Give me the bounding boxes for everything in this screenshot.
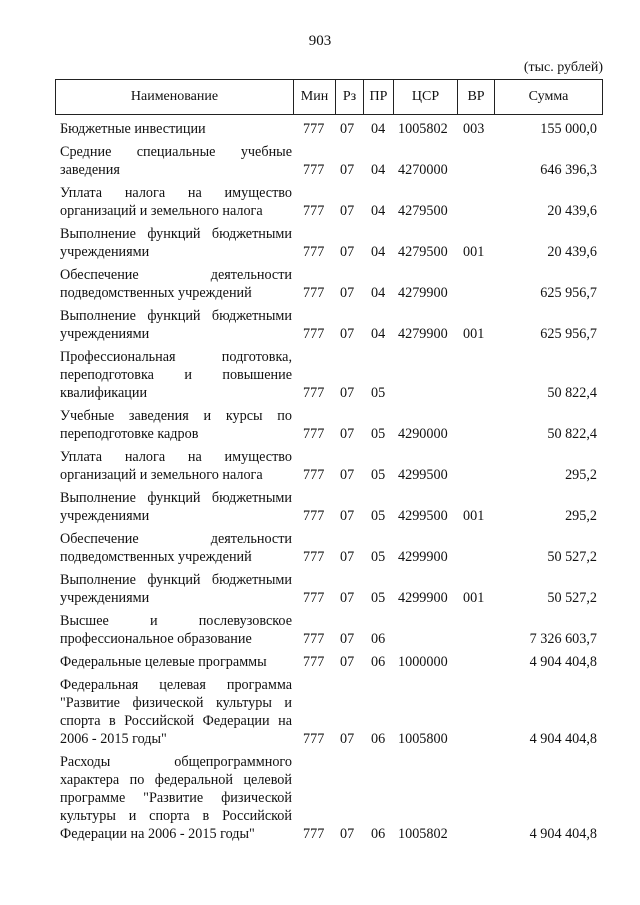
- cell-pr: 05: [371, 385, 386, 401]
- cell-sum: 4 904 404,8: [529, 731, 597, 747]
- cell-sum: 625 956,7: [540, 326, 597, 342]
- cell-min: 777: [303, 590, 325, 606]
- table-row: [55, 223, 603, 264]
- header-pr: ПР: [363, 80, 393, 114]
- cell-rz: 07: [340, 121, 355, 137]
- cell-csr: 4299900: [398, 590, 448, 606]
- cell-pr: 06: [371, 826, 386, 842]
- cell-sum: 625 956,7: [540, 285, 597, 301]
- cell-min: 777: [303, 285, 325, 301]
- cell-rz: 07: [340, 590, 355, 606]
- cell-vr: 001: [463, 244, 485, 260]
- cell-rz: 07: [340, 731, 355, 747]
- cell-rz: 07: [340, 426, 355, 442]
- cell-min: 777: [303, 731, 325, 747]
- cell-sum: 50 822,4: [547, 385, 597, 401]
- units-label: (тыс. рублей): [523, 60, 603, 75]
- table-row: [55, 141, 603, 182]
- row-name: Уплата налога на имущество организаций и земельного налога: [60, 185, 292, 219]
- row-name: Обеспечение деятельности подведомственных учреждений: [60, 267, 292, 301]
- cell-rz: 07: [340, 654, 355, 670]
- page-number: 903: [308, 33, 332, 49]
- cell-min: 777: [303, 826, 325, 842]
- table-row: [55, 346, 603, 405]
- table-row: [55, 674, 603, 751]
- cell-vr: 001: [463, 326, 485, 342]
- row-name: Профессиональная подготовка, переподготовка и повышение квалификации: [60, 349, 292, 401]
- cell-pr: 06: [371, 654, 386, 670]
- row-name: Выполнение функций бюджетными учреждениями: [60, 226, 292, 260]
- header-vr: ВР: [457, 80, 494, 114]
- cell-pr: 04: [371, 203, 386, 219]
- cell-sum: 155 000,0: [540, 121, 597, 137]
- cell-sum: 20 439,6: [547, 203, 597, 219]
- cell-csr: 4279500: [398, 244, 448, 260]
- table-row: [55, 305, 603, 346]
- cell-vr: 001: [463, 508, 485, 524]
- cell-rz: 07: [340, 162, 355, 178]
- header-rz: Рз: [335, 80, 363, 114]
- row-name: Средние специальные учебные заведения: [60, 144, 292, 178]
- cell-pr: 04: [371, 285, 386, 301]
- cell-rz: 07: [340, 385, 355, 401]
- cell-rz: 07: [340, 203, 355, 219]
- cell-rz: 07: [340, 631, 355, 647]
- cell-sum: 4 904 404,8: [529, 826, 597, 842]
- cell-csr: 1005800: [398, 731, 448, 747]
- cell-min: 777: [303, 631, 325, 647]
- cell-csr: 4279900: [398, 326, 448, 342]
- table-row: [55, 610, 603, 651]
- cell-min: 777: [303, 162, 325, 178]
- cell-sum: 646 396,3: [540, 162, 597, 178]
- cell-min: 777: [303, 549, 325, 565]
- cell-pr: 04: [371, 326, 386, 342]
- cell-csr: 4299900: [398, 549, 448, 565]
- cell-vr: 001: [463, 590, 485, 606]
- table-body: [55, 118, 603, 846]
- cell-csr: 1005802: [398, 121, 448, 137]
- cell-pr: 05: [371, 508, 386, 524]
- table-row: [55, 569, 603, 610]
- cell-pr: 04: [371, 162, 386, 178]
- header-min: Мин: [293, 80, 335, 114]
- cell-csr: 4290000: [398, 426, 448, 442]
- cell-csr: 4279500: [398, 203, 448, 219]
- cell-rz: 07: [340, 326, 355, 342]
- table-row: [55, 487, 603, 528]
- row-name: Федеральные целевые программы: [60, 654, 267, 670]
- cell-pr: 04: [371, 121, 386, 137]
- table-row: [55, 405, 603, 446]
- cell-vr: 003: [463, 121, 485, 137]
- table-row: [55, 182, 603, 223]
- cell-csr: 1005802: [398, 826, 448, 842]
- table-row: [55, 651, 603, 674]
- row-name: Расходы общепрограммного характера по федеральной целевой программе "Развитие физической культуры и спорта в Российской Федерации на 2006 - 2015 годы": [60, 754, 292, 842]
- cell-min: 777: [303, 244, 325, 260]
- row-name: Бюджетные инвестиции: [60, 121, 206, 137]
- table-header: [55, 79, 603, 115]
- cell-rz: 07: [340, 508, 355, 524]
- cell-min: 777: [303, 654, 325, 670]
- row-name: Обеспечение деятельности подведомственных учреждений: [60, 531, 292, 565]
- cell-pr: 05: [371, 590, 386, 606]
- cell-rz: 07: [340, 549, 355, 565]
- cell-sum: 50 822,4: [547, 426, 597, 442]
- cell-min: 777: [303, 385, 325, 401]
- row-name: Учебные заведения и курсы по переподготовке кадров: [60, 408, 292, 442]
- cell-min: 777: [303, 508, 325, 524]
- cell-pr: 04: [371, 244, 386, 260]
- cell-csr: 4279900: [398, 285, 448, 301]
- cell-pr: 05: [371, 549, 386, 565]
- cell-rz: 07: [340, 826, 355, 842]
- cell-sum: 50 527,2: [547, 549, 597, 565]
- cell-rz: 07: [340, 285, 355, 301]
- cell-rz: 07: [340, 244, 355, 260]
- cell-csr: 4299500: [398, 467, 448, 483]
- cell-pr: 05: [371, 467, 386, 483]
- cell-csr: 1000000: [398, 654, 448, 670]
- cell-csr: 4270000: [398, 162, 448, 178]
- row-name: Высшее и послевузовское профессиональное образование: [60, 613, 292, 647]
- cell-pr: 05: [371, 426, 386, 442]
- cell-min: 777: [303, 326, 325, 342]
- cell-min: 777: [303, 203, 325, 219]
- table-row: [55, 446, 603, 487]
- header-name: Наименование: [130, 89, 219, 104]
- row-name: Выполнение функций бюджетными учреждениями: [60, 308, 292, 342]
- cell-rz: 07: [340, 467, 355, 483]
- cell-sum: 295,2: [565, 467, 597, 483]
- cell-min: 777: [303, 467, 325, 483]
- cell-sum: 20 439,6: [547, 244, 597, 260]
- cell-sum: 50 527,2: [547, 590, 597, 606]
- cell-min: 777: [303, 121, 325, 137]
- cell-pr: 06: [371, 731, 386, 747]
- cell-sum: 7 326 603,7: [529, 631, 597, 647]
- row-name: Выполнение функций бюджетными учреждениями: [60, 572, 292, 606]
- cell-pr: 06: [371, 631, 386, 647]
- table-row: [55, 118, 603, 141]
- table-row: [55, 528, 603, 569]
- table-row: [55, 751, 603, 846]
- row-name: Выполнение функций бюджетными учреждениями: [60, 490, 292, 524]
- header-csr: ЦСР: [393, 80, 457, 114]
- cell-min: 777: [303, 426, 325, 442]
- cell-sum: 4 904 404,8: [529, 654, 597, 670]
- header-sum: Сумма: [494, 80, 602, 114]
- row-name: Федеральная целевая программа "Развитие физической культуры и спорта в Российской Федерации на 2006 - 2015 годы": [60, 677, 292, 747]
- row-name: Уплата налога на имущество организаций и земельного налога: [60, 449, 292, 483]
- table-row: [55, 264, 603, 305]
- cell-csr: 4299500: [398, 508, 448, 524]
- cell-sum: 295,2: [565, 508, 597, 524]
